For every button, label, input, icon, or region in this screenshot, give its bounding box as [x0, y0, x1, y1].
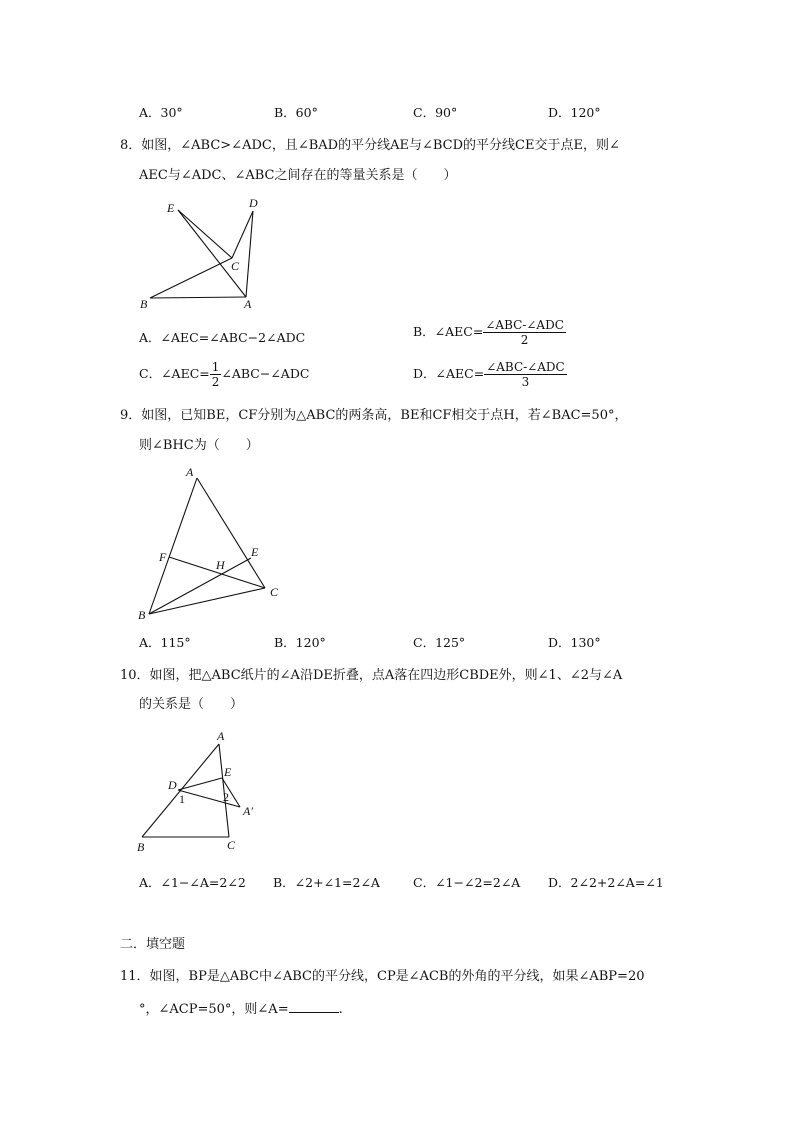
section-title-fill-in: 二．填空题 [120, 937, 186, 952]
q10-option-b: B．∠2+∠1=2∠A [273, 875, 380, 890]
q8-option-d: D．∠AEC= $\frac{\text{∠ABC-∠ADC}}{3}$ [413, 360, 565, 389]
q10-label-b: B [137, 840, 145, 854]
q10-option-a: A．∠1−∠A=2∠2 [139, 875, 246, 890]
q7-option-c: C．90° [413, 105, 458, 120]
q9-stem-line1: 9．如图，已知BE，CF分别为△ABC的两条高，BE和CF相交于点H，若∠BAC=50°， [120, 408, 628, 423]
segment-de [178, 778, 222, 790]
q9-option-c: C．125° [413, 635, 466, 650]
q9-label-c: C [270, 585, 279, 599]
q8-label-e: E [167, 201, 175, 215]
q9-option-d: D．130° [548, 635, 601, 650]
q9-option-a: A．115° [139, 635, 191, 650]
q10-label-c: C [227, 838, 236, 852]
q10-label-a-prime: A′ [243, 804, 253, 818]
q11-stem-line2: °，∠ACP=50°，则∠A= . [139, 1002, 343, 1017]
q9-label-a: A [186, 465, 194, 479]
q8-label-d: D [249, 196, 258, 210]
q10-option-d: D．2∠2+2∠A=∠1 [548, 875, 664, 890]
q8-option-b: B．∠AEC= $\frac{\text{∠ABC-∠ADC}}{2}$ [413, 318, 564, 347]
q8-label-b: B [140, 297, 148, 311]
q10-label-d: D [168, 778, 177, 792]
q10-stem-line2: 的关系是（ ） [139, 697, 244, 712]
q7-option-d: D．120° [548, 105, 601, 120]
q10-label-a: A [217, 729, 225, 743]
q10-stem-line1: 10．如图，把△ABC纸片的∠A沿DE折叠，点A落在四边形CBDE外，则∠1、∠2与∠A [120, 668, 623, 683]
q9-label-f: F [159, 550, 167, 564]
q9-label-e: E [251, 545, 259, 559]
q10-label-e: E [224, 765, 232, 779]
q8-option-c: C．∠AEC= $\frac{1}{2}$ ∠ABC−∠ADC [139, 360, 310, 389]
q10-option-c: C．∠1−∠2=2∠A [413, 875, 521, 890]
q9-stem-line2: 则∠BHC为（ ） [139, 438, 259, 453]
q11-stem-line1: 11．如图，BP是△ABC中∠ABC的平分线，CP是∠ACB的外角的平分线，如果∠ABP=20 [120, 969, 645, 984]
q8-label-a: A [244, 297, 252, 311]
q8-stem-line2: AEC与∠ADC、∠ABC之间存在的等量关系是（ ） [139, 168, 457, 183]
q9-option-b: B．120° [274, 635, 326, 650]
q8-stem-line1: 8．如图，∠ABC>∠ADC，且∠BAD的平分线AE与∠BCD的平分线CE交于点E，则∠ [120, 138, 620, 153]
q11-answer-blank [289, 1001, 339, 1013]
q9-label-b: B [138, 608, 146, 622]
q9-label-h: H [216, 558, 225, 572]
q10-label-angle-1: 1 [179, 792, 185, 806]
q7-option-b: B．60° [274, 105, 318, 120]
q8-option-a: A．∠AEC=∠ABC−2∠ADC [139, 330, 306, 345]
q7-option-a: A．30° [139, 105, 183, 120]
q8-label-c: C [231, 259, 240, 273]
q10-label-angle-2: 2 [223, 790, 229, 804]
